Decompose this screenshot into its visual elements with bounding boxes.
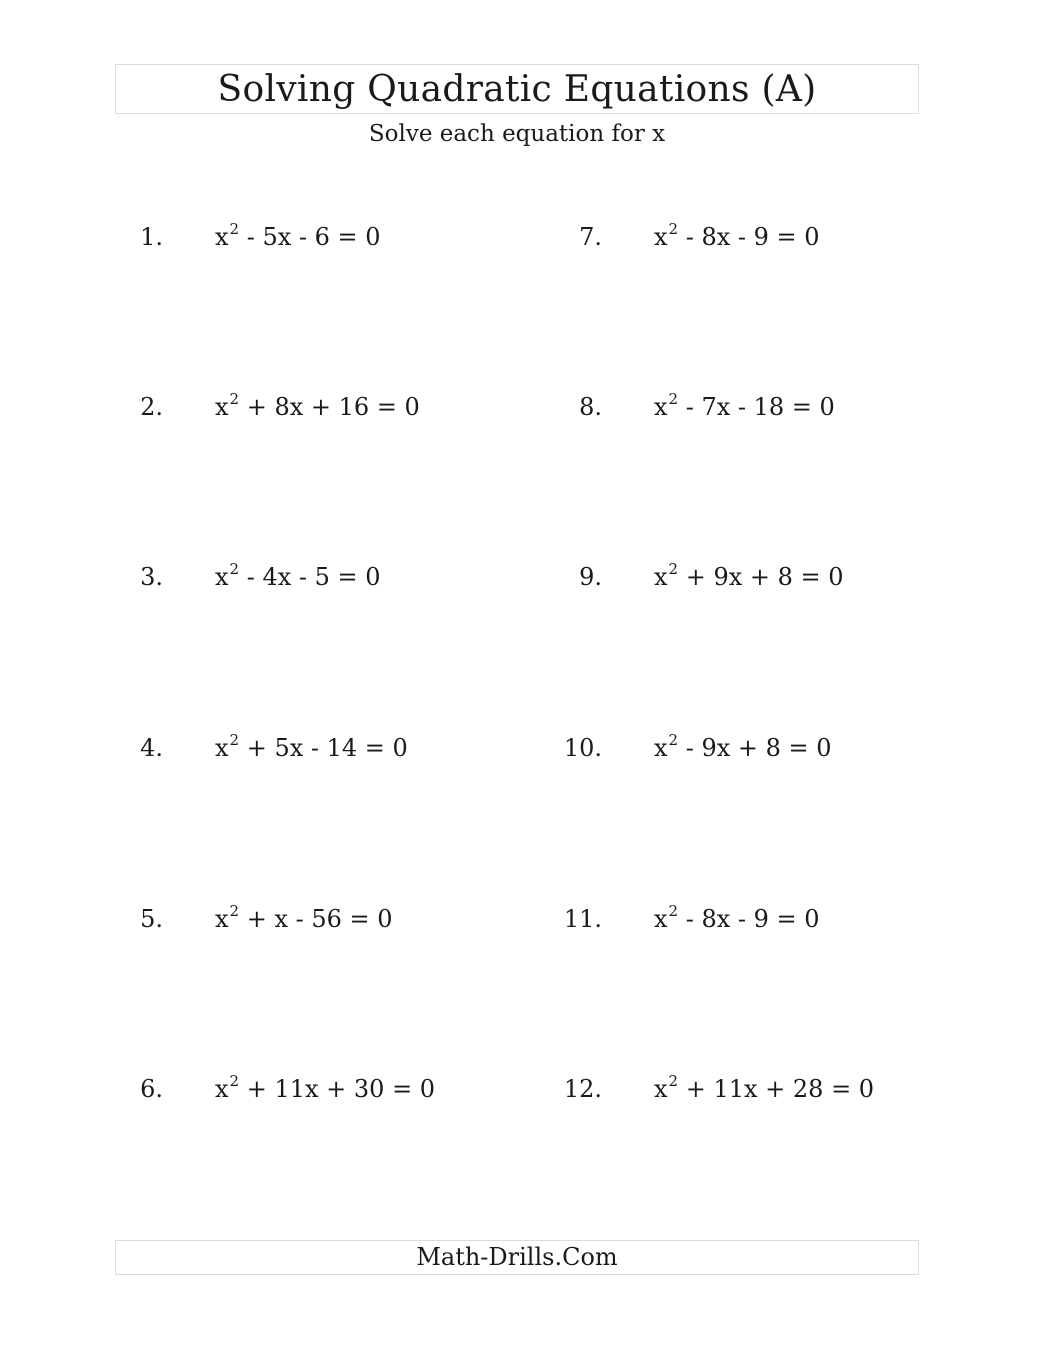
problem-equation: $x^2 - 4x - 5 = 0$: [215, 560, 381, 591]
problem-number: 4.: [140, 734, 163, 762]
footer: Math-Drills.Com: [115, 1240, 919, 1275]
problem-number: 1.: [140, 223, 163, 251]
problem-number: 5.: [140, 905, 163, 933]
problem-number: 6.: [140, 1075, 163, 1103]
problem-equation: $x^2 - 7x - 18 = 0$: [654, 390, 835, 421]
problem-equation: $x^2 + 11x + 28 = 0$: [654, 1072, 875, 1103]
problem-equation: $x^2 - 9x + 8 = 0$: [654, 731, 832, 762]
problem-number: 10.: [563, 734, 602, 762]
problem-number: 9.: [579, 563, 602, 591]
worksheet-subtitle: Solve each equation for x: [368, 121, 666, 147]
problem-equation: $x^2 + 11x + 30 = 0$: [215, 1072, 436, 1103]
problem-equation: $x^2 - 8x - 9 = 0$: [654, 902, 820, 933]
problem-equation: $x^2 - 8x - 9 = 0$: [654, 220, 820, 251]
problem-equation: $x^2 - 5x - 6 = 0$: [215, 220, 381, 251]
problem-number: 12.: [563, 1075, 602, 1103]
problem-number: 2.: [140, 393, 163, 421]
problem-equation: $x^2 + 8x + 16 = 0$: [215, 390, 420, 421]
problem-number: 8.: [579, 393, 602, 421]
problem-equation: $x^2 + x - 56 = 0$: [215, 902, 393, 933]
worksheet-title: Solving Quadratic Equations (A): [217, 69, 817, 110]
problem-number: 11.: [563, 905, 602, 933]
problem-equation: $x^2 + 5x - 14 = 0$: [215, 731, 408, 762]
title-box: [115, 64, 919, 114]
problem-number: 7.: [579, 223, 602, 251]
problem-equation: $x^2 + 9x + 8 = 0$: [654, 560, 844, 591]
problem-number: 3.: [140, 563, 163, 591]
